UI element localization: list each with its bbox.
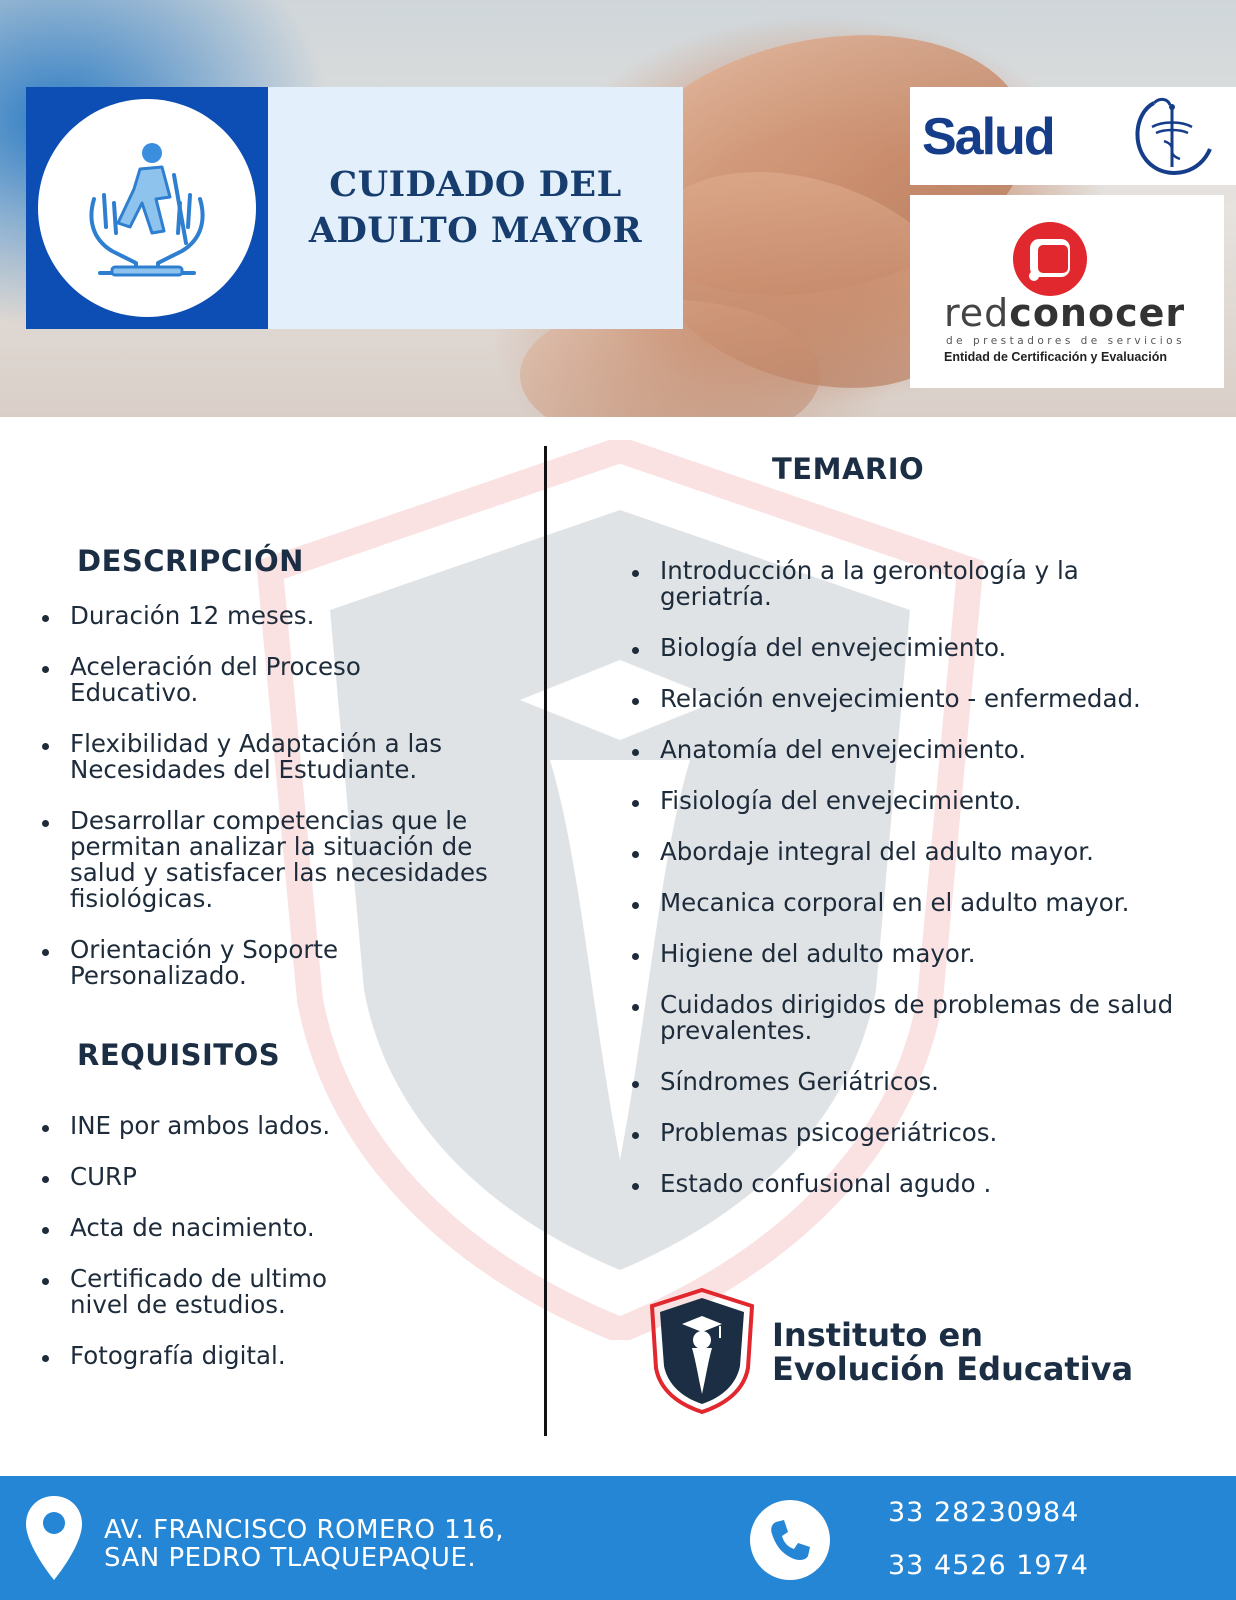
list-item: Aceleración del Proceso Educativo. <box>40 654 400 706</box>
column-divider <box>544 446 547 1436</box>
title-line-1: CUIDADO DEL <box>329 164 622 205</box>
title-icon-block <box>26 87 268 329</box>
location-pin-icon <box>24 1494 84 1582</box>
conocer-subtitle: de prestadores de servicios <box>946 335 1186 347</box>
list-item: Anatomía del envejecimiento. <box>630 737 1230 763</box>
list-item: Relación envejecimiento - enfermedad. <box>630 686 1230 712</box>
list-item: Introducción a la gerontología y la geriatría. <box>630 558 1120 610</box>
list-item: Certificado de ultimo nivel de estudios. <box>40 1266 350 1318</box>
list-item: Higiene del adulto mayor. <box>630 941 1230 967</box>
title-icon-circle <box>38 99 256 317</box>
list-item: INE por ambos lados. <box>40 1113 520 1139</box>
title-line-2: ADULTO MAYOR <box>308 210 643 251</box>
salud-logo-card <box>910 87 1236 185</box>
conocer-wordmark-red: red <box>944 291 1010 335</box>
caduceus-emblem-icon <box>1124 93 1220 179</box>
descripcion-heading: DESCRIPCIÓN <box>77 544 304 578</box>
salud-logo-text: Salud <box>922 108 1054 166</box>
list-item: Fisiología del envejecimiento. <box>630 788 1230 814</box>
contact-footer <box>0 1476 1236 1600</box>
list-item: Orientación y Soporte Personalizado. <box>40 937 370 989</box>
conocer-wordmark <box>944 291 1185 335</box>
institute-line-1: Instituto en <box>772 1316 983 1354</box>
list-item: Acta de nacimiento. <box>40 1215 520 1241</box>
list-item: Síndromes Geriátricos. <box>630 1069 1230 1095</box>
title-card <box>26 87 683 329</box>
list-item: Fotografía digital. <box>40 1343 520 1369</box>
list-item: Estado confusional agudo . <box>630 1171 1230 1197</box>
phone-number-2[interactable]: 33 4526 1974 <box>888 1550 1089 1581</box>
conocer-entity: Entidad de Certificación y Evaluación <box>944 350 1167 364</box>
list-item: Flexibilidad y Adaptación a las Necesidades del Estudiante. <box>40 731 470 783</box>
list-item: Duración 12 meses. <box>40 603 520 629</box>
list-item: Cuidados dirigidos de problemas de salud prevalentes. <box>630 992 1220 1044</box>
requisitos-list <box>40 1113 520 1394</box>
list-item: Biología del envejecimiento. <box>630 635 1230 661</box>
page-title <box>268 87 683 329</box>
phone-icon <box>766 1516 814 1564</box>
phone-number-1[interactable]: 33 28230984 <box>888 1497 1080 1528</box>
list-item: Desarrollar competencias que le permitan analizar la situación de salud y satisfacer las necesidades fisiológicas. <box>40 808 510 912</box>
conocer-logo-card <box>910 195 1224 388</box>
list-item: Problemas psicogeriátricos. <box>630 1120 1230 1146</box>
institute-line-2: Evolución Educativa <box>772 1350 1134 1388</box>
temario-list <box>630 558 1230 1222</box>
temario-heading: TEMARIO <box>772 452 925 486</box>
list-item: Abordaje integral del adulto mayor. <box>630 839 1230 865</box>
conocer-wordmark-bold: conocer <box>1009 291 1186 335</box>
descripcion-list <box>40 603 520 1014</box>
list-item: Mecanica corporal en el adulto mayor. <box>630 890 1230 916</box>
list-item: CURP <box>40 1164 520 1190</box>
address-line-2: SAN PEDRO TLAQUEPAQUE. <box>104 1543 477 1573</box>
graduate-shield-icon <box>648 1286 756 1416</box>
conocer-logo-icon <box>1010 221 1090 297</box>
phone-numbers <box>888 1496 1089 1600</box>
requisitos-heading: REQUISITOS <box>77 1038 281 1072</box>
institute-name <box>772 1318 1133 1386</box>
address <box>104 1516 504 1572</box>
phone-icon-circle <box>750 1500 830 1580</box>
address-line-1: AV. FRANCISCO ROMERO 116, <box>104 1515 505 1545</box>
hero-banner <box>0 0 1236 417</box>
elderly-care-hands-icon <box>82 139 212 279</box>
